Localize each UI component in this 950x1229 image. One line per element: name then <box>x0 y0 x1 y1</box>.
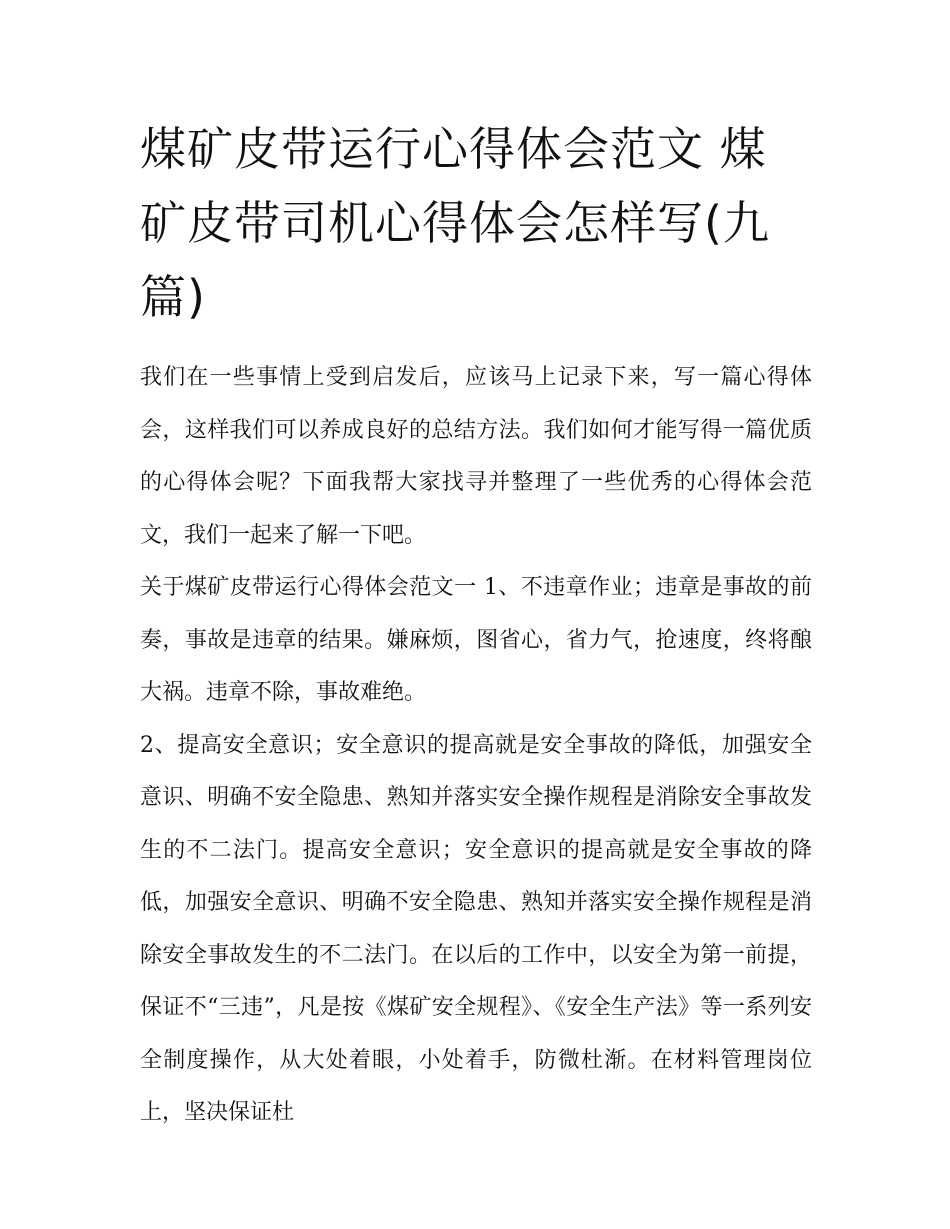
section-one-paragraph: 关于煤矿皮带运行心得体会范文一 1、不违章作业；违章是事故的前奏，事故是违章的结果。嫌麻烦，图省心，省力气，抢速度，终将酿大祸。违章不除，事故难绝。 <box>140 575 812 705</box>
document-title: 煤矿皮带运行心得体会范文 煤矿皮带司机心得体会怎样写(九篇) <box>140 122 770 324</box>
section-two-paragraph: 2、提高安全意识；安全意识的提高就是安全事故的降低，加强安全意识、明确不安全隐患、熟知并落实安全操作规程是消除安全事故发生的不二法门。提高安全意识；安全意识的提高就是安全事故的降低，加强安全意识、明确不安全隐患、熟知并落实安全操作规程是消除安全事故发生的不二法门。在以后的工作中，以安全为第一前提，保证不“三违”，凡是按《煤矿安全规程》、《安全生产法》等一系列安全制度操作，从大处着眼，小处着手，防微杜渐。在材料管理岗位上，坚决保证杜 <box>140 732 812 1125</box>
document-body <box>140 352 812 1140</box>
document-content <box>140 112 812 1140</box>
intro-paragraph: 我们在一些事情上受到启发后，应该马上记录下来，写一篇心得体会，这样我们可以养成良好的总结方法。我们如何才能写得一篇优质的心得体会呢？下面我帮大家找寻并整理了一些优秀的心得体会范文，我们一起来了解一下吧。 <box>140 365 812 548</box>
